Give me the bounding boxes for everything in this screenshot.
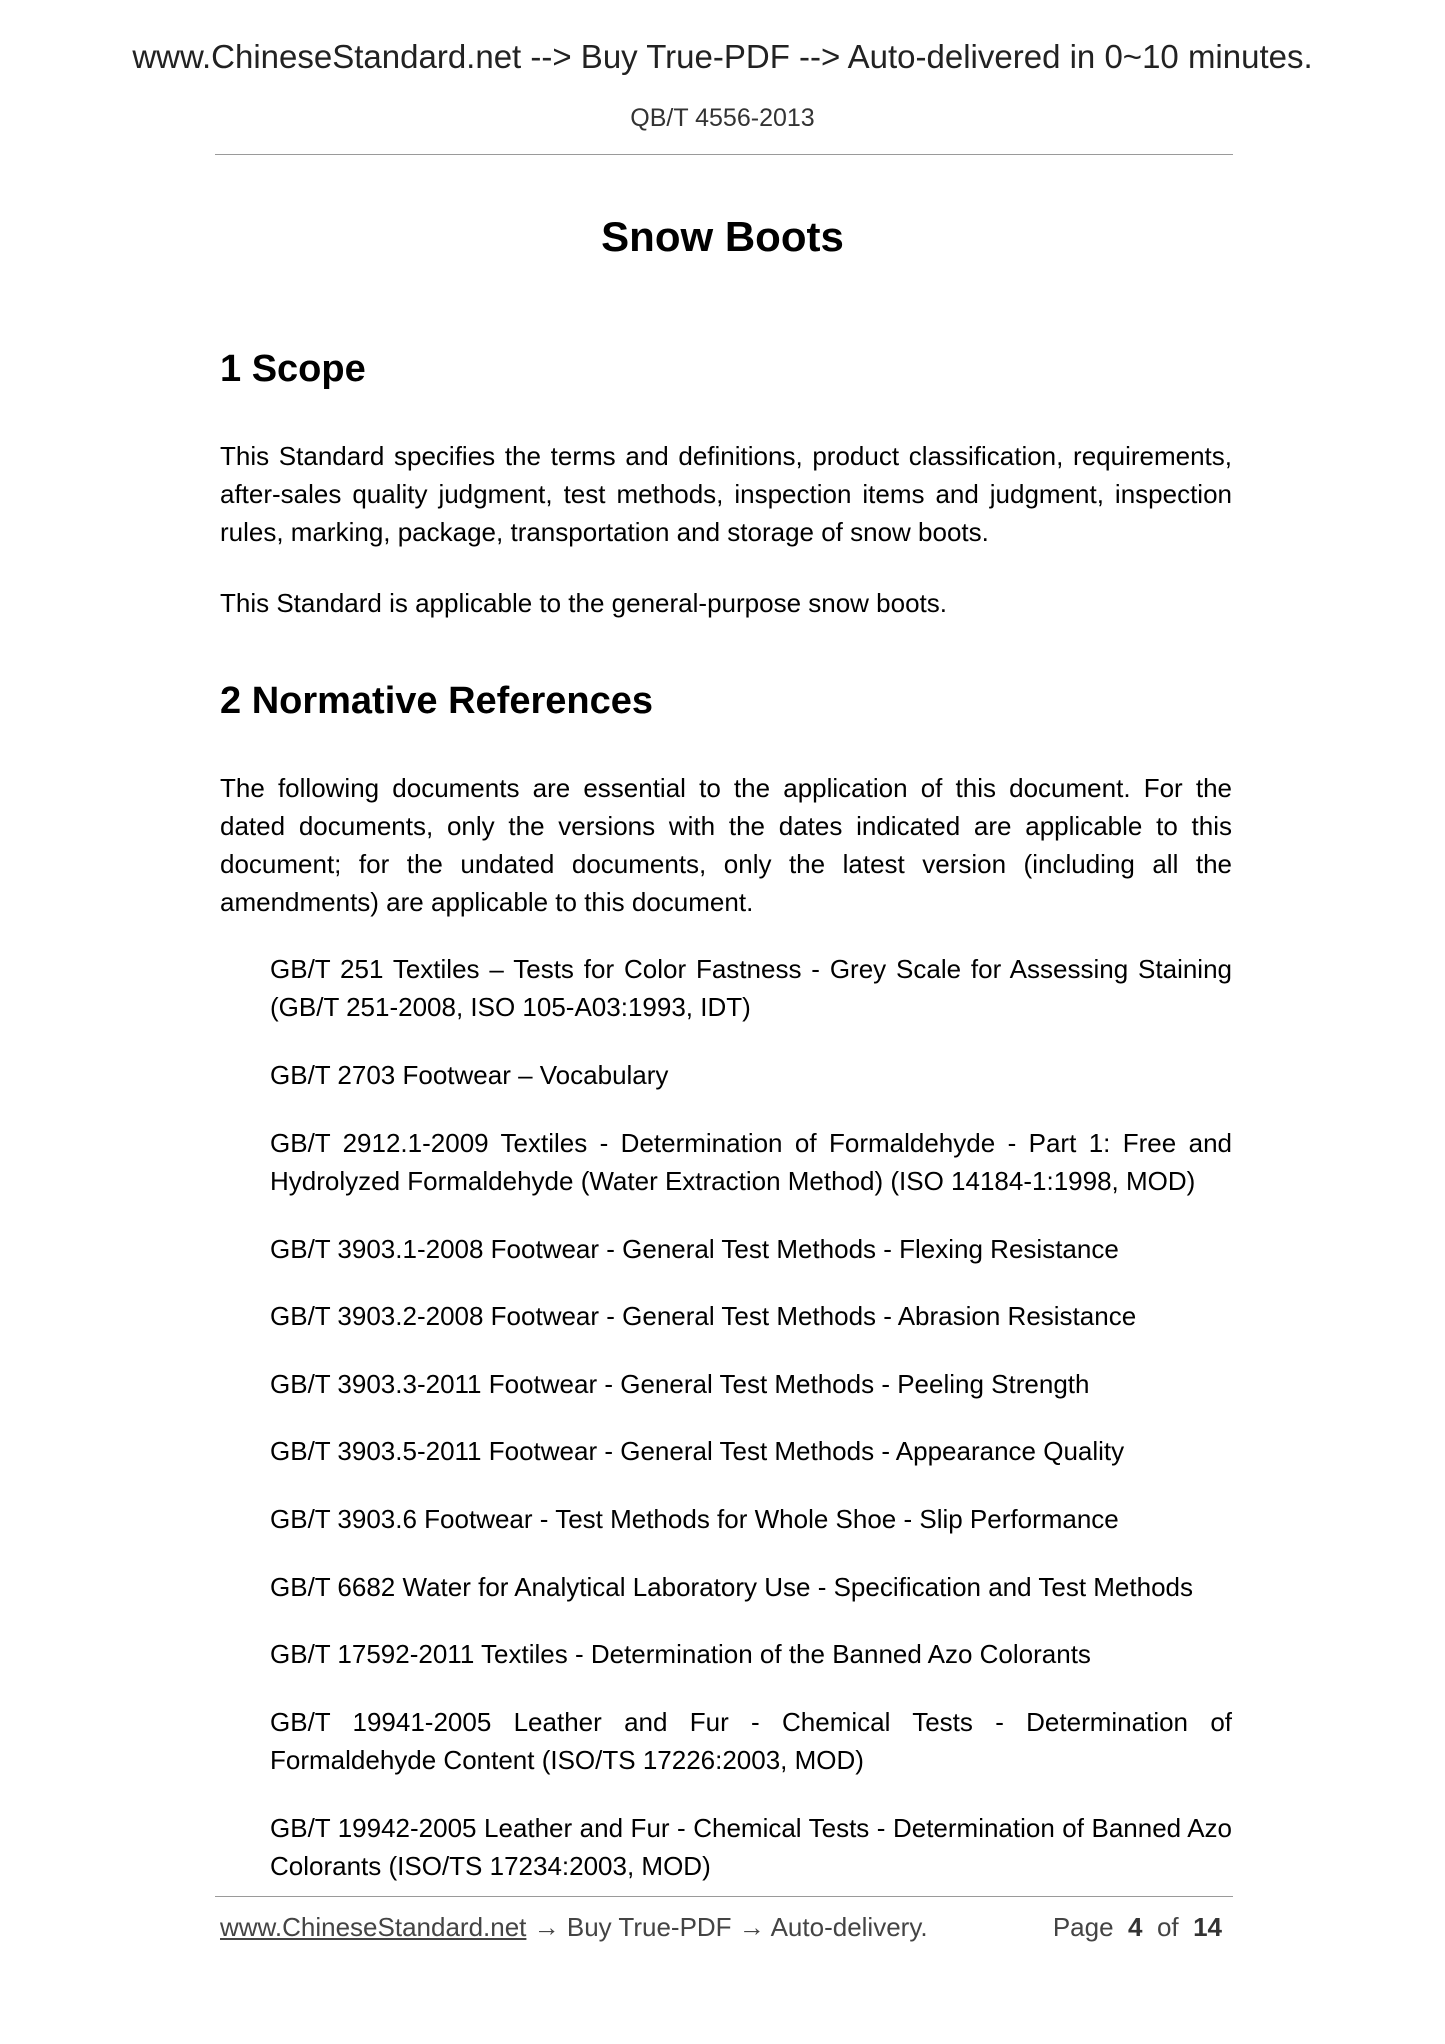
total-pages: 14 (1193, 1912, 1222, 1942)
section-heading-scope: 1 Scope (220, 348, 366, 390)
footer-promo (220, 1912, 928, 1943)
page-label: Page (1052, 1912, 1114, 1942)
reference-item: GB/T 3903.6 Footwear - Test Methods for Whole Shoe - Slip Performance (270, 1504, 1119, 1534)
footer-delivery-text: Auto-delivery. (770, 1912, 928, 1942)
reference-item: GB/T 3903.3-2011 Footwear - General Test Methods - Peeling Strength (270, 1369, 1090, 1399)
scope-paragraph: This Standard specifies the terms and definitions, product classification, requirements, after-sales quality judgment, test methods, inspection items and judgment, inspection rules, marking, package, transportation and storage of snow boots. (220, 441, 1232, 547)
page-indicator (1053, 1912, 1222, 1943)
reference-item: GB/T 3903.2-2008 Footwear - General Test Methods - Abrasion Resistance (270, 1301, 1137, 1331)
of-label: of (1156, 1912, 1179, 1942)
top-banner: www.ChineseStandard.net --> Buy True-PDF --> Auto-delivered in 0~10 minutes. (132, 38, 1313, 75)
footer-arrow-1: → (526, 1912, 567, 1942)
scope-applicability-paragraph: This Standard is applicable to the general-purpose snow boots. (220, 588, 947, 618)
document-title: Snow Boots (601, 213, 844, 260)
page-number: 4 (1128, 1912, 1143, 1942)
footer-site-link[interactable]: www.ChineseStandard.net (220, 1912, 527, 1942)
document-code: QB/T 4556-2013 (630, 104, 815, 132)
reference-item: GB/T 6682 Water for Analytical Laboratory Use - Specification and Test Methods (270, 1572, 1193, 1602)
reference-item: GB/T 251 Textiles – Tests for Color Fastness - Grey Scale for Assessing Staining (GB/T 251-2008, ISO 105-A03:1993, IDT) (270, 954, 1232, 1022)
reference-item: GB/T 3903.5-2011 Footwear - General Test Methods - Appearance Quality (270, 1436, 1125, 1466)
reference-item: GB/T 17592-2011 Textiles - Determination of the Banned Azo Colorants (270, 1639, 1091, 1669)
footer-buy-text: Buy True-PDF (566, 1912, 732, 1942)
reference-item: GB/T 19941-2005 Leather and Fur - Chemical Tests - Determination of Formaldehyde Content (ISO/TS 17226:2003, MOD) (270, 1707, 1232, 1775)
header-divider (215, 154, 1233, 155)
section-heading-normative-references: 2 Normative References (220, 680, 653, 722)
reference-item: GB/T 2703 Footwear – Vocabulary (270, 1060, 669, 1090)
footer-divider (215, 1896, 1233, 1897)
reference-item: GB/T 19942-2005 Leather and Fur - Chemical Tests - Determination of Banned Azo Colorants (ISO/TS 17234:2003, MOD) (270, 1813, 1232, 1881)
references-intro-paragraph: The following documents are essential to the application of this document. For the dated documents, only the versions with the dates indicated are applicable to this document; for the undated documents, only the latest version (including all the amendments) are applicable to this document. (220, 773, 1232, 917)
reference-item: GB/T 3903.1-2008 Footwear - General Test Methods - Flexing Resistance (270, 1234, 1119, 1264)
footer-arrow-2: → (731, 1912, 771, 1942)
page-footer (220, 1912, 1232, 1952)
reference-item: GB/T 2912.1-2009 Textiles - Determination of Formaldehyde - Part 1: Free and Hydrolyzed Formaldehyde (Water Extraction Method) (ISO 14184-1:1998, MOD) (270, 1128, 1232, 1196)
